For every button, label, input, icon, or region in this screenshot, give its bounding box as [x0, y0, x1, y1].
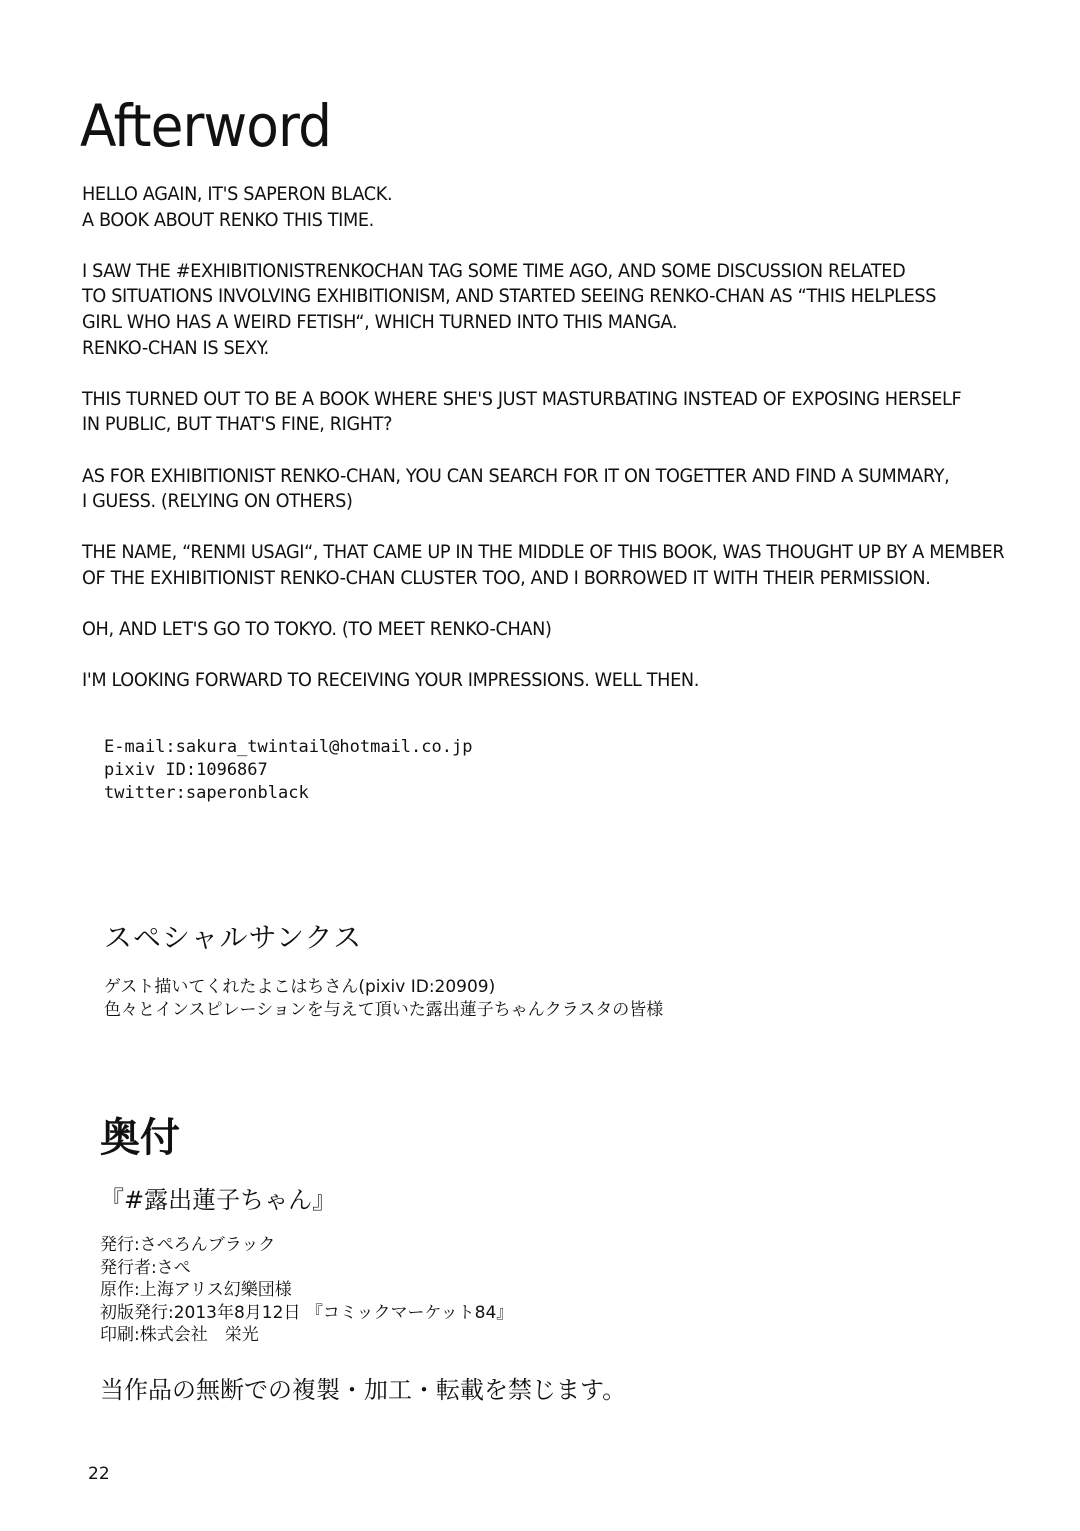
text-line: A BOOK ABOUT RENKO THIS TIME.	[82, 208, 374, 231]
text-line: THIS TURNED OUT TO BE A BOOK WHERE SHE'S JUST MASTURBATING INSTEAD OF EXPOSING HERSELF	[82, 387, 962, 410]
contact-email: E-mail:sakura_twintail@hotmail.co.jp	[104, 737, 473, 757]
text-line: I'M LOOKING FORWARD TO RECEIVING YOUR IMPRESSIONS. WELL THEN.	[82, 669, 699, 692]
text-line: I GUESS. (RELYING ON OTHERS)	[82, 490, 353, 513]
special-thanks-line: ゲスト描いてくれたよこはちさん(pixiv ID:20909)	[104, 977, 496, 997]
afterword-title: Afterword	[80, 92, 332, 160]
text-line: GIRL WHO HAS A WEIRD FETISH“, WHICH TURNED INTO THIS MANGA.	[82, 310, 678, 333]
text-line: HELLO AGAIN, IT'S SAPERON BLACK.	[82, 183, 393, 205]
colophon-original-work: 原作:上海アリス幻樂団様	[100, 1280, 292, 1300]
special-thanks-list	[104, 976, 663, 1022]
afterword-body	[82, 182, 1005, 719]
colophon-first-edition: 初版発行:2013年8月12日 『コミックマーケット84』	[100, 1302, 514, 1323]
special-thanks-heading: スペシャルサンクス	[104, 921, 363, 954]
colophon-printer: 印刷:株式会社 栄光	[100, 1325, 259, 1345]
afterword-paragraph-3	[82, 387, 962, 438]
colophon-heading: 奥付	[100, 1115, 180, 1161]
text-line: THE NAME, “RENMI USAGI“, THAT CAME UP IN THE MIDDLE OF THIS BOOK, WAS THOUGHT UP BY A MEMBER	[82, 541, 1005, 564]
text-line: I SAW THE #EXHIBITIONISTRENKOCHAN TAG SOME TIME AGO, AND SOME DISCUSSION RELATED	[82, 259, 906, 282]
book-title: 『#露出蓮子ちゃん』	[100, 1186, 337, 1214]
page-number: 22	[88, 1464, 110, 1484]
colophon-publisher: 発行:さぺろんブラック	[100, 1235, 276, 1255]
afterword-paragraph-5	[82, 540, 1005, 591]
text-line: RENKO-CHAN IS SEXY.	[82, 336, 269, 359]
colophon-details	[100, 1234, 513, 1347]
text-line: OH, AND LET'S GO TO TOKYO. (TO MEET RENKO-CHAN)	[82, 618, 552, 641]
contact-twitter: twitter:saperonblack	[104, 783, 309, 803]
special-thanks-line: 色々とインスピレーションを与えて頂いた露出蓮子ちゃんクラスタの皆様	[104, 1000, 664, 1020]
afterword-paragraph-7	[82, 668, 919, 694]
copyright-notice: 当作品の無断での複製・加工・転載を禁じます。	[100, 1376, 627, 1404]
contact-info	[104, 736, 472, 805]
afterword-paragraph-4	[82, 464, 950, 515]
text-line: AS FOR EXHIBITIONIST RENKO-CHAN, YOU CAN SEARCH FOR IT ON TOGETTER AND FIND A SUMMARY,	[82, 464, 950, 487]
afterword-paragraph-6	[82, 617, 919, 643]
text-line: OF THE EXHIBITIONIST RENKO-CHAN CLUSTER TOO, AND I BORROWED IT WITH THEIR PERMISSION.	[82, 566, 931, 589]
text-line: IN PUBLIC, BUT THAT'S FINE, RIGHT?	[82, 413, 393, 436]
afterword-paragraph-2	[82, 259, 937, 361]
afterword-paragraph-1	[82, 182, 919, 233]
colophon-issuer: 発行者:さぺ	[100, 1257, 191, 1278]
text-line: TO SITUATIONS INVOLVING EXHIBITIONISM, AND STARTED SEEING RENKO-CHAN AS “THIS HELPLESS	[82, 285, 937, 308]
contact-pixiv: pixiv ID:1096867	[104, 760, 268, 780]
